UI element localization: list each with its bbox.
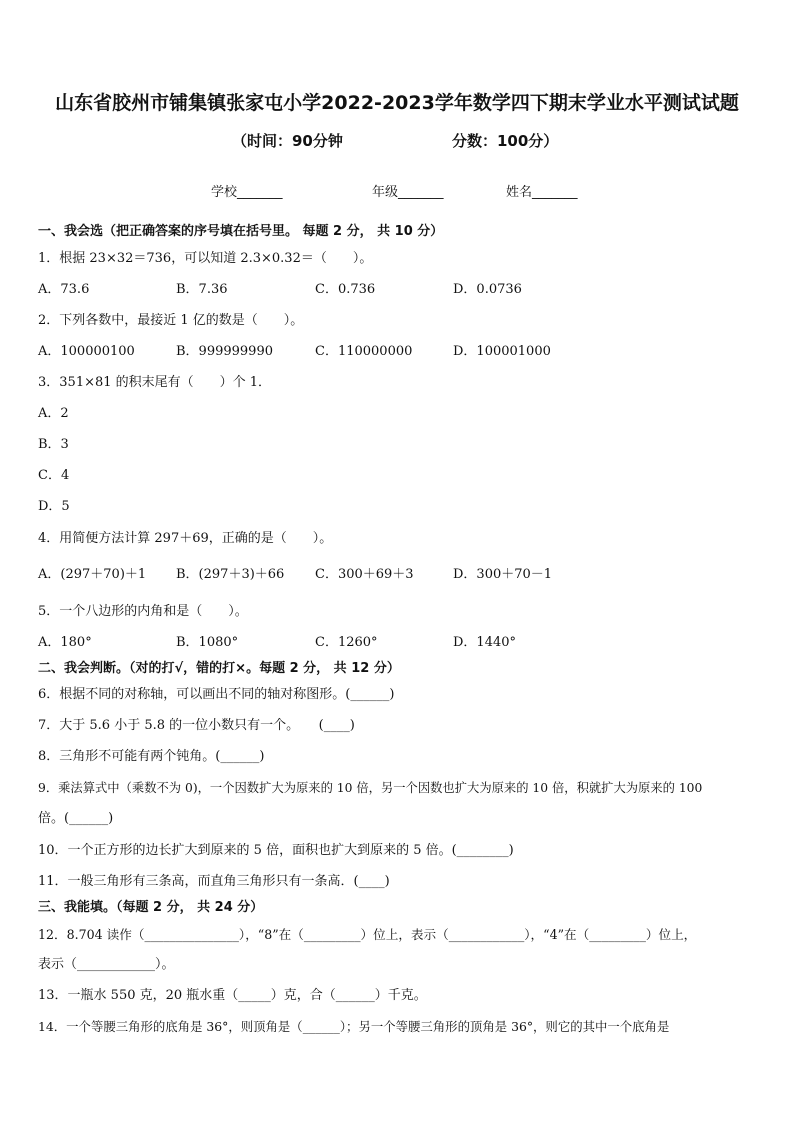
- q2-option-c[interactable]: C．110000000: [315, 344, 413, 359]
- q5-option-d[interactable]: D．1440°: [453, 635, 517, 650]
- section3-heading: 三、我能填。（每题 2 分， 共 24 分）: [38, 900, 264, 915]
- exam-score: 分数：100分）: [452, 132, 559, 150]
- question-6[interactable]: 6．根据不同的对称轴，可以画出不同的轴对称图形。(______): [38, 687, 395, 702]
- grade-field[interactable]: 年级_______: [372, 185, 444, 200]
- q5-option-a[interactable]: A．180°: [38, 635, 92, 650]
- school-field[interactable]: 学校_______: [211, 185, 283, 200]
- question-12[interactable]: 12．8.704 读作（_______________），“8”在（_________）位上，表示（____________），“4”在（_________）位上，: [38, 927, 697, 942]
- q3-option-d[interactable]: D．5: [38, 499, 70, 514]
- q1-option-d[interactable]: D．0.0736: [453, 282, 522, 297]
- question-14[interactable]: 14．一个等腰三角形的底角是 36°，则顶角是（______）；另一个等腰三角形的顶角是 36°，则它的其中一个底角是: [38, 1019, 670, 1034]
- q1-option-a[interactable]: A．73.6: [38, 282, 90, 297]
- q3-option-a[interactable]: A．2: [38, 406, 69, 421]
- question-12-cont[interactable]: 表示（____________）。: [38, 957, 175, 972]
- question-8[interactable]: 8．三角形不可能有两个钝角。(______): [38, 749, 265, 764]
- exam-time: （时间：90分钟: [232, 132, 343, 150]
- q1-option-c[interactable]: C．0.736: [315, 282, 376, 297]
- question-9-cont[interactable]: 倍。(______): [38, 811, 114, 826]
- q2-option-d[interactable]: D．100001000: [453, 344, 551, 359]
- exam-title: 山东省胶州市铺集镇张家屯小学2022-2023学年数学四下期末学业水平测试试题: [55, 92, 739, 114]
- q2-option-b[interactable]: B．999999990: [176, 344, 273, 359]
- question-2: 2．下列各数中，最接近 1 亿的数是（ ）。: [38, 313, 304, 328]
- q4-option-c[interactable]: C．300＋69＋3: [315, 567, 414, 582]
- question-5: 5．一个八边形的内角和是（ ）。: [38, 604, 248, 619]
- q4-option-b[interactable]: B．(297＋3)＋66: [176, 567, 285, 582]
- q2-option-a[interactable]: A．100000100: [38, 344, 135, 359]
- question-9[interactable]: 9．乘法算式中（乘数不为 0)，一个因数扩大为原来的 10 倍，另一个因数也扩大为原来的 10 倍，积就扩大为原来的 100: [38, 781, 703, 795]
- q3-option-c[interactable]: C．4: [38, 468, 70, 483]
- section1-heading: 一、我会选（把正确答案的序号填在括号里。 每题 2 分， 共 10 分）: [38, 224, 444, 239]
- question-3: 3．351×81 的积末尾有（ ）个 1．: [38, 375, 272, 390]
- q1-option-b[interactable]: B．7.36: [176, 282, 228, 297]
- section2-heading: 二、我会判断。（对的打√，错的打×。每题 2 分， 共 12 分）: [38, 661, 400, 676]
- question-13[interactable]: 13．一瓶水 550 克，20 瓶水重（_____）克，合（______）千克。: [38, 988, 427, 1003]
- q5-option-b[interactable]: B．1080°: [176, 635, 239, 650]
- q4-option-a[interactable]: A．(297＋70)＋1: [38, 567, 147, 582]
- name-field[interactable]: 姓名_______: [506, 185, 578, 200]
- question-10[interactable]: 10．一个正方形的边长扩大到原来的 5 倍，面积也扩大到原来的 5 倍。(________): [38, 843, 514, 858]
- question-1: 1．根据 23×32＝736，可以知道 2.3×0.32＝（ ）。: [38, 251, 373, 266]
- q5-option-c[interactable]: C．1260°: [315, 635, 378, 650]
- question-7[interactable]: 7．大于 5.6 小于 5.8 的一位小数只有一个。 (____): [38, 718, 355, 733]
- q3-option-b[interactable]: B．3: [38, 437, 69, 452]
- q4-option-d[interactable]: D．300＋70－1: [453, 567, 553, 582]
- question-4: 4．用简便方法计算 297＋69，正确的是（ ）。: [38, 531, 333, 546]
- question-11[interactable]: 11．一般三角形有三条高，而直角三角形只有一条高．(____): [38, 874, 390, 889]
